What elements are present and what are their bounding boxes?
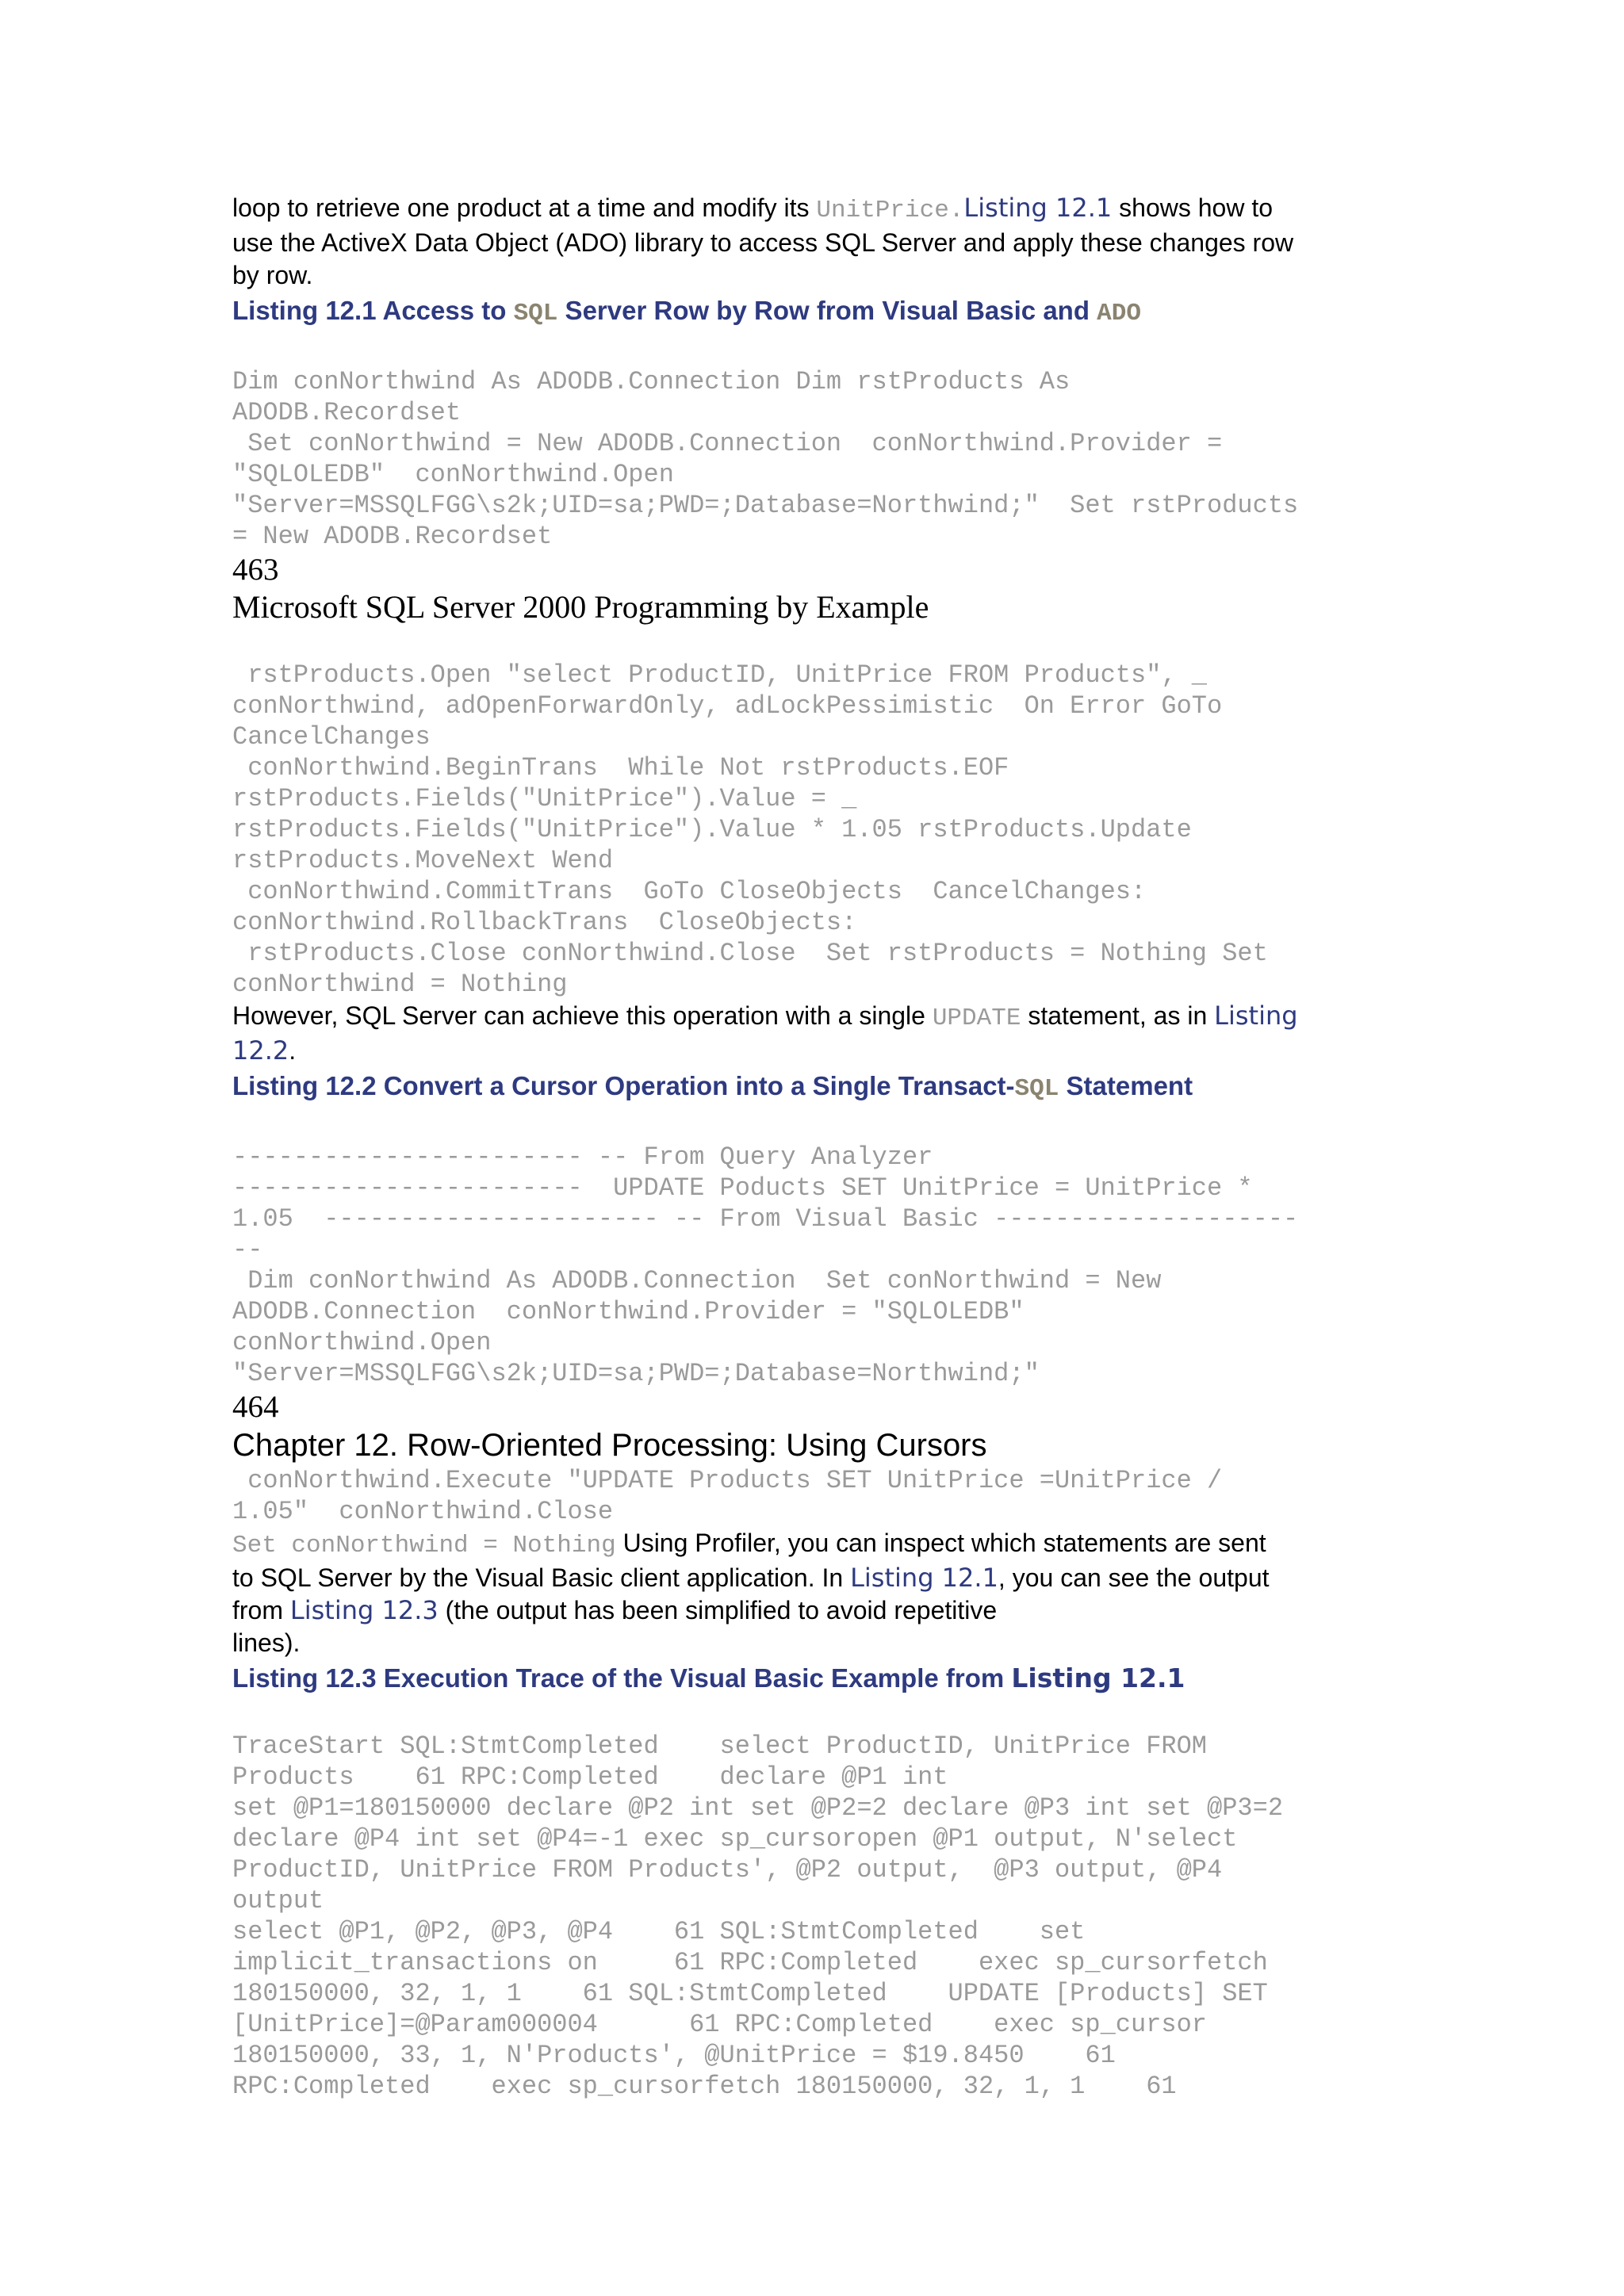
document-page	[232, 192, 1398, 2102]
link-listing-12-2[interactable]: Listing	[1214, 1001, 1298, 1031]
code-line: ADODB.Connection conNorthwind.Provider = "SQLOLEDB"	[232, 1297, 1025, 1326]
code-line: implicit_transactions on 61 RPC:Completed exec sp_cursorfetch	[232, 1948, 1268, 1977]
code-line: CancelChanges	[232, 722, 431, 752]
text-run: shows how to	[1112, 193, 1274, 222]
code-block-listing-12-1	[232, 366, 1398, 552]
code-line: 180150000, 32, 1, 1 61 SQL:StmtCompleted UPDATE [Products] SET	[232, 1979, 1268, 2008]
code-line: "Server=MSSQLFGG\s2k;UID=sa;PWD=;Database=Northwind;" Set rstProducts	[232, 491, 1299, 520]
code-line: rstProducts.Fields("UnitPrice").Value * 1.05 rstProducts.Update	[232, 815, 1192, 844]
code-line: "Server=MSSQLFGG\s2k;UID=sa;PWD=;Database=Northwind;"	[232, 1359, 1040, 1388]
running-title: Microsoft SQL Server 2000 Programming by Example	[232, 589, 929, 625]
code-line: ----------------------- -- From Query Analyzer	[232, 1142, 933, 1172]
inline-code-set-nothing: Set conNorthwind = Nothing	[232, 1532, 616, 1559]
code-line: --	[232, 1235, 263, 1265]
code-line: TraceStart SQL:StmtCompleted select ProductID, UnitPrice FROM	[232, 1732, 1207, 1761]
inline-code-update: UPDATE	[932, 1004, 1021, 1032]
listing-12-3-heading: Listing 12.3 Execution Trace of the Visual Basic Example from Listing 12.1	[232, 1663, 1185, 1693]
link-listing-12-3[interactable]: Listing 12.3	[289, 1595, 439, 1625]
code-line: 180150000, 33, 1, N'Products', @UnitPrice = $19.8450 61	[232, 2041, 1116, 2070]
code-block-listing-12-3	[232, 1731, 1398, 2102]
code-line: rstProducts.Open "select ProductID, UnitPrice FROM Products", _	[232, 660, 1207, 690]
text-run: loop to retrieve one product at a time and modify its	[232, 193, 817, 222]
listing-12-2-heading: Listing 12.2 Convert a Cursor Operation into a Single Transact-SQL Statement	[232, 1071, 1193, 1103]
paragraph-profiler: Set conNorthwind = Nothing Using Profiler, you can inspect which statements are sent to SQL Server by the Visual Basic client application. In Listing 12.1, you can see the output from Listing 12.3 (the output has been simplified to avoid repetitive lines).	[232, 1529, 1270, 1657]
code-line: conNorthwind.Execute "UPDATE Products SET UnitPrice =UnitPrice /	[232, 1466, 1223, 1495]
code-line: 1.05 ---------------------- -- From Visual Basic --------------------	[232, 1204, 1299, 1234]
paragraph-however: However, SQL Server can achieve this operation with a single UPDATE statement, as in Listing 12.2.	[232, 1001, 1298, 1066]
code-line: conNorthwind.BeginTrans While Not rstProducts.EOF	[232, 753, 1009, 783]
code-line: conNorthwind.Open	[232, 1328, 492, 1357]
code-line: conNorthwind, adOpenForwardOnly, adLockPessimistic On Error GoTo	[232, 691, 1223, 721]
code-line: ProductID, UnitPrice FROM Products', @P2 output, @P3 output, @P4	[232, 1855, 1223, 1885]
page-number: 463	[232, 553, 279, 587]
link-listing-12-1[interactable]: Listing 12.1	[963, 193, 1113, 223]
link-listing-12-2-number[interactable]: 12.2	[232, 1035, 289, 1066]
code-line: RPC:Completed exec sp_cursorfetch 180150000, 32, 1, 1 61	[232, 2072, 1177, 2101]
code-line: Dim conNorthwind As ADODB.Connection Set conNorthwind = New	[232, 1266, 1162, 1295]
link-listing-12-1[interactable]: Listing 12.1	[1011, 1663, 1185, 1693]
code-line: rstProducts.Close conNorthwind.Close Set rstProducts = Nothing Set	[232, 939, 1268, 968]
code-line: output	[232, 1886, 324, 1915]
code-line: ----------------------- UPDATE Poducts SET UnitPrice = UnitPrice *	[232, 1173, 1253, 1203]
code-block-listing-12-1-continued	[232, 660, 1398, 1000]
code-line: declare @P4 int set @P4=-1 exec sp_cursoropen @P1 output, N'select	[232, 1824, 1238, 1854]
listing-12-1-heading: Listing 12.1 Access to SQL Server Row by Row from Visual Basic and ADO	[232, 296, 1141, 327]
code-line: rstProducts.MoveNext Wend	[232, 846, 614, 875]
code-line: "SQLOLEDB" conNorthwind.Open	[232, 460, 674, 489]
text-run: use the ActiveX Data Object (ADO) library to access SQL Server and apply these changes row	[232, 228, 1294, 257]
paragraph-intro	[232, 192, 1398, 292]
text-run: by row.	[232, 261, 313, 289]
link-listing-12-1[interactable]: Listing 12.1	[850, 1563, 998, 1593]
code-line: conNorthwind.RollbackTrans CloseObjects:	[232, 908, 857, 937]
code-line: Dim conNorthwind As ADODB.Connection Dim rstProducts As	[232, 367, 1071, 396]
code-line: set @P1=180150000 declare @P2 int set @P2=2 declare @P3 int set @P3=2	[232, 1793, 1284, 1823]
code-line: = New ADODB.Recordset	[232, 522, 553, 551]
inline-code-unitprice: UnitPrice.	[816, 197, 964, 224]
code-line: Set conNorthwind = New ADODB.Connection conNorthwind.Provider =	[232, 429, 1223, 458]
code-line: [UnitPrice]=@Param000004 61 RPC:Completed exec sp_cursor	[232, 2010, 1207, 2039]
code-block-listing-12-2	[232, 1142, 1398, 1389]
page-number: 464	[232, 1390, 279, 1424]
running-title: Chapter 12. Row-Oriented Processing: Using Cursors	[232, 1428, 987, 1463]
code-line: conNorthwind = Nothing	[232, 970, 568, 999]
code-line: select @P1, @P2, @P3, @P4 61 SQL:StmtCompleted set	[232, 1917, 1086, 1946]
code-line: conNorthwind.CommitTrans GoTo CloseObjects CancelChanges:	[232, 877, 1147, 906]
code-line: ADODB.Recordset	[232, 398, 462, 427]
code-line: 1.05" conNorthwind.Close	[232, 1497, 614, 1526]
code-line: rstProducts.Fields("UnitPrice").Value = _	[232, 784, 857, 813]
code-line: Products 61 RPC:Completed declare @P1 int	[232, 1762, 948, 1792]
code-block-listing-12-2-continued	[232, 1465, 1398, 1527]
